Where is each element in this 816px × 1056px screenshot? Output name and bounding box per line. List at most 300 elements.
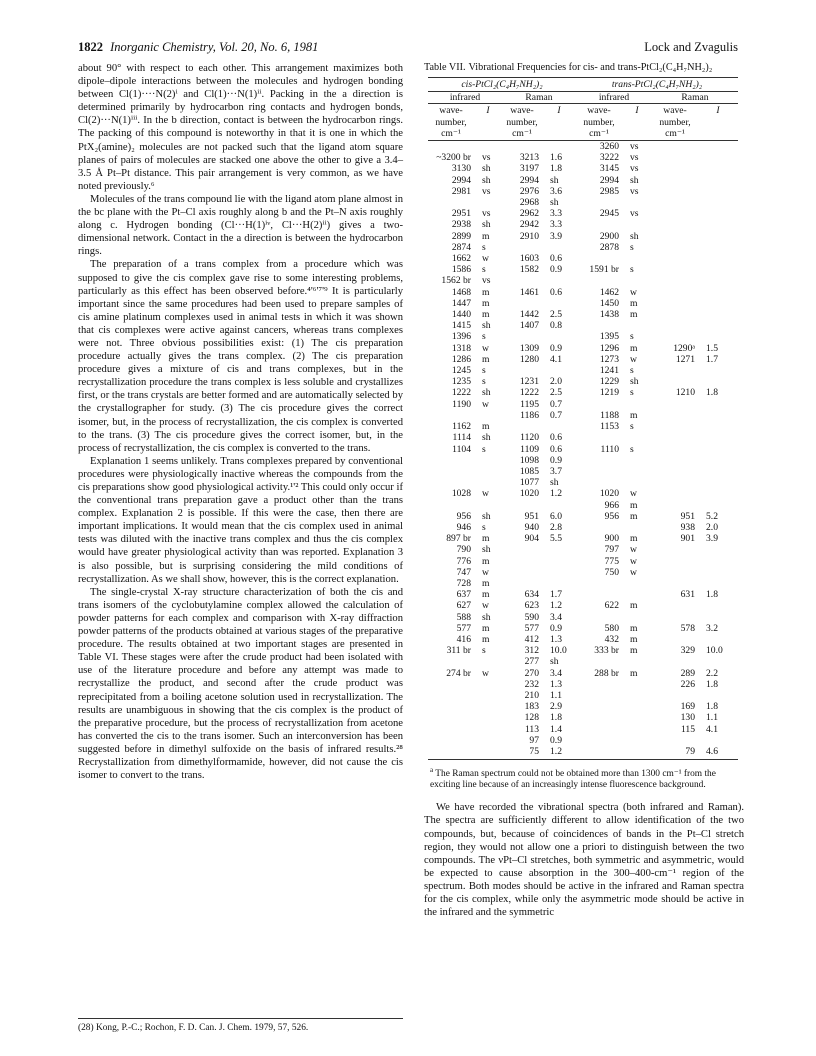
wavenumber-cell <box>652 197 698 208</box>
wavenumber-cell: 1586 <box>451 264 471 276</box>
intensity-cell <box>474 701 502 712</box>
wavenumber-cell: 97 <box>529 734 539 746</box>
table-row <box>428 477 738 488</box>
intensity-cell <box>698 219 738 230</box>
wavenumber-cell: 1190 <box>452 398 471 410</box>
right-column <box>424 62 744 919</box>
wavenumber-cell: 900 <box>604 533 619 545</box>
intensity-cell <box>622 679 652 690</box>
intensity-cell <box>622 735 652 746</box>
table-row <box>428 556 738 567</box>
intensity-cell <box>698 500 738 511</box>
wavenumber-cell <box>652 141 698 153</box>
wavenumber-cell <box>576 466 622 477</box>
wavenumber-cell: 2878 <box>599 241 619 253</box>
wavenumber-cell: 1186 <box>520 409 539 421</box>
wavenumber-cell <box>652 320 698 331</box>
paragraph: Explanation 1 seems unlikely. Trans complexes prepared by conventional procedures were physiologically inactive whereas the compounds from the cis preparations show good physiological activity.¹'² This could only occur if the conventional trans preparation gave a product other than the trans complex. Explanation 2 is possible. If this were the case, then there are important implications. It would mean that the cis complex used in animal tests was diluted with the inactive trans complex and thus the cis complex would have greater physiological activity than was reported. Explanation 3 is also possible, but is surprising considering the mild conditions of recrystallization. As we shall show, however, this is the correct explanation. <box>78 455 403 585</box>
intensity-cell: s <box>630 421 634 433</box>
wavenumber-cell: 416 <box>456 633 471 645</box>
wavenumber-cell: 3222 <box>599 152 619 164</box>
intensity-cell: m <box>482 286 490 298</box>
intensity-cell: 1.8 <box>706 387 718 399</box>
wavenumber-cell <box>502 365 542 376</box>
intensity-cell: w <box>630 566 637 578</box>
intensity-cell: 1.8 <box>706 701 718 713</box>
wavenumber-cell <box>576 746 622 760</box>
intensity-cell <box>698 399 738 410</box>
intensity-cell: s <box>630 241 634 253</box>
wavenumber-cell <box>428 197 474 208</box>
intensity-cell: sh <box>550 174 559 186</box>
wavenumber-cell <box>652 275 698 286</box>
intensity-cell: vs <box>630 185 639 197</box>
table-row <box>428 589 738 600</box>
table-row <box>428 320 738 331</box>
wavenumber-cell: 1415 <box>451 320 471 332</box>
intensity-cell: 0.9 <box>550 264 562 276</box>
intensity-cell: 4.6 <box>698 746 738 760</box>
wavenumber-cell <box>576 432 622 443</box>
wavenumber-cell: 2994 <box>451 174 471 186</box>
wavenumber-cell: 1241 <box>599 365 619 377</box>
intensity-cell: sh <box>482 544 491 556</box>
wavenumber-cell: 2910 <box>519 230 539 242</box>
wavenumber-cell <box>652 365 698 376</box>
table-footnote <box>430 765 740 791</box>
intensity-cell: w <box>482 488 489 500</box>
intensity-cell: w <box>630 286 637 298</box>
table-row <box>428 376 738 387</box>
intensity-cell <box>474 724 502 735</box>
wavenumber-cell: 790 <box>456 544 471 556</box>
intensity-cell: w <box>482 667 489 679</box>
wavenumber-cell: 750 <box>604 566 619 578</box>
wavenumber-cell <box>652 287 698 298</box>
wavenumber-cell <box>502 500 542 511</box>
intensity-cell <box>542 567 576 578</box>
wavenumber-cell: 1591 br <box>589 264 619 276</box>
intensity-cell: m <box>630 533 638 545</box>
wavenumber-cell: 2994 <box>519 174 539 186</box>
intensity-cell: m <box>630 499 638 511</box>
intensity-cell: m <box>482 309 490 321</box>
intensity-header: I <box>622 104 652 141</box>
wavenumber-cell <box>428 656 474 667</box>
intensity-cell: 1.8 <box>550 163 562 175</box>
intensity-cell <box>698 275 738 286</box>
wavenumber-cell: 1231 <box>519 376 539 388</box>
wavenumber-cell: 577 <box>456 622 471 634</box>
mode-header: Raman <box>652 92 738 104</box>
wavenumber-cell: 1582 <box>519 264 539 276</box>
wavenumber-cell <box>652 690 698 701</box>
wavenumber-cell: 1603 <box>519 253 539 265</box>
wavenumber-cell <box>428 455 474 466</box>
intensity-cell <box>698 410 738 421</box>
intensity-header: I <box>474 104 502 141</box>
table-row <box>428 544 738 555</box>
intensity-cell: m <box>482 533 490 545</box>
wavenumber-cell: 115 <box>680 723 695 735</box>
wavenumber-cell <box>652 376 698 387</box>
intensity-cell <box>622 522 652 533</box>
intensity-cell: 0.6 <box>550 443 562 455</box>
intensity-cell: 1.4 <box>550 723 562 735</box>
intensity-cell <box>474 679 502 690</box>
wavenumber-cell <box>652 544 698 555</box>
table-row <box>428 444 738 455</box>
table-row <box>428 746 738 760</box>
intensity-cell <box>474 735 502 746</box>
wavenumber-cell: 897 br <box>446 533 471 545</box>
table-row <box>428 309 738 320</box>
table-row <box>428 690 738 701</box>
intensity-cell <box>698 612 738 623</box>
table-row <box>428 175 738 186</box>
table-row <box>428 343 738 354</box>
right-body-text <box>424 801 744 919</box>
mode-header: infrared <box>428 92 502 104</box>
intensity-cell: 0.6 <box>550 286 562 298</box>
table-row <box>428 298 738 309</box>
intensity-cell <box>698 735 738 746</box>
wavenumber-cell: 1438 <box>599 309 619 321</box>
wavenumber-cell: 1468 <box>451 286 471 298</box>
wavenumber-cell: 1396 <box>451 331 471 343</box>
wavenumber-cell: 1114 <box>452 432 471 444</box>
wavenumber-cell <box>502 544 542 555</box>
intensity-cell: s <box>630 331 634 343</box>
wavenumber-cell <box>576 522 622 533</box>
intensity-cell: 2.8 <box>550 521 562 533</box>
table-row <box>428 679 738 690</box>
wavenumber-cell <box>576 679 622 690</box>
wavenumber-cell <box>502 331 542 342</box>
table-row <box>428 567 738 578</box>
wavenumber-cell: 2942 <box>519 219 539 231</box>
intensity-cell: 3.9 <box>550 230 562 242</box>
intensity-cell <box>698 488 738 499</box>
wavenumber-cell <box>652 309 698 320</box>
intensity-cell: 1.2 <box>542 746 576 760</box>
wavenumber-cell: 1245 <box>451 365 471 377</box>
intensity-cell: m <box>630 409 638 421</box>
intensity-cell: w <box>482 566 489 578</box>
intensity-cell <box>542 578 576 589</box>
wavenumber-cell <box>576 712 622 723</box>
wavenumber-cell: 311 br <box>446 645 471 657</box>
table-row <box>428 208 738 219</box>
wavenumber-cell <box>652 298 698 309</box>
intensity-cell: m <box>630 297 638 309</box>
intensity-cell: 0.9 <box>550 454 562 466</box>
intensity-cell: 1.2 <box>550 600 562 612</box>
intensity-header: I <box>542 104 576 141</box>
intensity-cell <box>698 556 738 567</box>
table-row <box>428 612 738 623</box>
table-row <box>428 634 738 645</box>
wavenumber-cell: 2994 <box>599 174 619 186</box>
intensity-cell <box>698 309 738 320</box>
table-row <box>428 511 738 522</box>
wavenumber-cell <box>576 455 622 466</box>
intensity-cell <box>474 141 502 153</box>
wavenumber-cell <box>502 567 542 578</box>
footnote-marker: a <box>430 766 434 775</box>
intensity-cell <box>542 544 576 555</box>
paragraph: about 90° with respect to each other. This arrangement maximizes both dipole–dipole interactions between the molecules and hydrogen bonding between Cl(1)····N(2)ⁱ and Cl(1)···N(1)ⁱⁱ. Packing in the a direction is determined primarily by hydrocarbon ring contacts and hydrogen bonds, Cl(2)···N(1)ⁱⁱⁱ. In the b direction, contact is between the hydrocarbon rings. The packing of this compound is noteworthy in that it is one in which the PtX₂(amine)₂ molecules are not packed such that the ligand atom square planes of pairs of molecules are stacked one above the other to give a 3.4–3.5 Å Pt–Pt distance. This pair arrangement is very common, as we have noted previously.⁶ <box>78 63 403 192</box>
table-row <box>428 656 738 667</box>
wavenumber-cell: 901 <box>680 533 695 545</box>
intensity-cell <box>698 365 738 376</box>
intensity-cell: 4.1 <box>550 353 562 365</box>
wavenumber-cell: 3145 <box>599 163 619 175</box>
wavenumber-cell <box>428 746 474 760</box>
intensity-cell <box>622 253 652 264</box>
table-row <box>428 712 738 723</box>
wavenumber-cell: 226 <box>680 678 695 690</box>
intensity-cell <box>622 712 652 723</box>
intensity-cell: 1.1 <box>706 712 718 724</box>
table-row <box>428 600 738 611</box>
intensity-cell: m <box>630 667 638 679</box>
wavenumber-cell: 1020 <box>519 488 539 500</box>
intensity-cell <box>698 231 738 242</box>
intensity-cell: vs <box>482 208 491 220</box>
wavenumber-cell: 1280 <box>519 353 539 365</box>
wavenumber-cell <box>428 500 474 511</box>
intensity-cell: 5.5 <box>550 533 562 545</box>
wavenumber-cell <box>428 477 474 488</box>
intensity-header: I <box>698 104 738 141</box>
intensity-cell: m <box>482 421 490 433</box>
intensity-cell: 3.3 <box>550 219 562 231</box>
intensity-cell: vs <box>630 208 639 220</box>
wavenumber-cell: 232 <box>524 678 539 690</box>
intensity-cell <box>698 208 738 219</box>
intensity-cell: 2.0 <box>550 376 562 388</box>
intensity-cell: 1.6 <box>550 152 562 164</box>
table-row <box>428 152 738 163</box>
table-caption <box>424 62 744 74</box>
intensity-cell: 6.0 <box>550 510 562 522</box>
table-row <box>428 701 738 712</box>
intensity-cell: 10.0 <box>706 645 723 657</box>
wavenumber-cell <box>576 275 622 286</box>
intensity-cell: 0.6 <box>550 253 562 265</box>
wavenumber-cell <box>652 219 698 230</box>
wavenumber-cell: 1219 <box>599 387 619 399</box>
wavenumber-cell: 634 <box>524 589 539 601</box>
wavenumber-cell: 951 <box>680 510 695 522</box>
intensity-cell <box>698 141 738 153</box>
wavenumber-cell <box>502 421 542 432</box>
table-row <box>428 365 738 376</box>
wavenumber-cell: 946 <box>456 521 471 533</box>
table-footnote-text: The Raman spectrum could not be obtained more than 1300 cm⁻¹ from the exciting line because of an increasingly intense fluorescence background. <box>430 769 716 791</box>
wavenumber-cell <box>576 701 622 712</box>
wavenumber-cell: 1447 <box>451 297 471 309</box>
intensity-cell: 1.7 <box>706 353 718 365</box>
wavenumber-cell <box>652 466 698 477</box>
wavenumber-cell <box>652 735 698 746</box>
intensity-cell <box>698 600 738 611</box>
intensity-cell: vs <box>482 275 491 287</box>
journal-citation: Inorganic Chemistry, Vol. 20, No. 6, 1981 <box>110 40 319 54</box>
intensity-cell: 2.5 <box>550 309 562 321</box>
intensity-cell: vs <box>482 152 491 164</box>
intensity-cell: 3.4 <box>550 611 562 623</box>
wavenumber-cell <box>652 656 698 667</box>
left-column <box>78 62 403 782</box>
wavenumber-cell <box>652 208 698 219</box>
wavenumber-cell: 277 <box>524 656 539 668</box>
intensity-cell <box>622 432 652 443</box>
intensity-cell: sh <box>482 611 491 623</box>
intensity-cell <box>622 466 652 477</box>
paragraph: The preparation of a trans complex from a procedure which was supposed to give the cis complex gave rise to some interesting problems, particularly as this effect has been observed before.⁴'⁶'⁷'⁹ It is particularly important since the same procedures had been used to prepare samples of cis amine platinum complexes used in animal tests in which it was shown that cis complexes were active against cancers, whereas trans complexes were not. Three obvious possibilities exist: (1) The cis preparation procedure actually gives the trans complex. (2) The cis preparation procedure gives a mixture of cis and trans complexes, but in the recrystallization procedure the trans complex is less soluble and crystallizes first, or the trans crystals are better formed and are automatically selected by the crystallographer for study. (3) The cis procedure gives the correct isomer, but, in the process of recrystallization, the cis complex is converted to the trans. (3) The cis procedure gives the correct isomer, but, in the process of recrystallization, the cis complex is converted to the trans. <box>78 259 403 454</box>
intensity-cell <box>542 365 576 376</box>
intensity-cell <box>622 746 652 760</box>
footnote-divider <box>78 1018 403 1019</box>
wavenumber-cell <box>576 219 622 230</box>
intensity-cell: 2.2 <box>706 667 718 679</box>
table-row <box>428 186 738 197</box>
intensity-cell <box>622 455 652 466</box>
wavenumber-cell <box>652 567 698 578</box>
wavenumber-cell <box>428 724 474 735</box>
wavenumber-cell: 940 <box>524 521 539 533</box>
intensity-cell: 1.5 <box>706 342 718 354</box>
wavenumber-cell: 329 <box>680 645 695 657</box>
wavenumber-cell: 956 <box>604 510 619 522</box>
table-row <box>428 432 738 443</box>
wavenumber-cell: 128 <box>524 712 539 724</box>
wavenumber-cell: 2962 <box>519 208 539 220</box>
paragraph: We have recorded the vibrational spectra (both infrared and Raman). The spectra are sufficiently different to allow identification of the two compounds, but, because of coincidences of bands in the Pt–Cl stretch region, they would not allow one a priori to distinguish between the two compounds. The νPt–Cl stretches, both symmetric and asymmetric, would be expected to cause absorption in the 300–400-cm⁻¹ region of the spectrum. Both modes should be active in the infrared and Raman spectra for the cis complex, while only the asymmetric mode should be active in the infrared and the symmetric <box>424 802 744 919</box>
wavenumber-cell: 1286 <box>451 353 471 365</box>
wavenumber-cell <box>652 253 698 264</box>
intensity-cell: 10.0 <box>550 645 567 657</box>
wavenumber-cell: 1562 br <box>441 275 471 287</box>
wavenumber-cell: 1195 <box>520 398 539 410</box>
wavenumber-cell: ~3200 br <box>436 152 471 164</box>
intensity-cell: 1.7 <box>550 589 562 601</box>
table-row <box>428 623 738 634</box>
wavenumber-cell: 1229 <box>599 376 619 388</box>
intensity-cell <box>698 163 738 174</box>
intensity-cell <box>698 567 738 578</box>
intensity-cell <box>622 275 652 286</box>
wavenumber-cell: 169 <box>680 701 695 713</box>
intensity-cell: vs <box>630 152 639 164</box>
wavenumber-cell <box>652 432 698 443</box>
table-row <box>428 533 738 544</box>
wavenumber-cell: 2938 <box>451 219 471 231</box>
wavenumber-cell: 270 <box>524 667 539 679</box>
wavenumber-cell: 2981 <box>451 185 471 197</box>
intensity-cell: m <box>630 645 638 657</box>
intensity-cell <box>474 410 502 421</box>
intensity-cell <box>542 331 576 342</box>
intensity-cell: 1.8 <box>706 678 718 690</box>
intensity-cell <box>698 264 738 275</box>
table-row <box>428 287 738 298</box>
wavenumber-cell <box>576 477 622 488</box>
intensity-cell: m <box>482 589 490 601</box>
intensity-cell <box>698 544 738 555</box>
intensity-cell: m <box>482 633 490 645</box>
wavenumber-cell <box>652 186 698 197</box>
intensity-cell: sh <box>482 219 491 231</box>
intensity-cell: vs <box>482 185 491 197</box>
wavenumber-cell: 623 <box>524 600 539 612</box>
wavenumber-cell: 1020 <box>599 488 619 500</box>
intensity-cell: w <box>630 353 637 365</box>
table-row <box>428 387 738 398</box>
intensity-cell: s <box>482 264 486 276</box>
wavenumber-cell: 3197 <box>519 163 539 175</box>
wavenumber-cell: 3260 <box>599 141 619 153</box>
intensity-cell: 1.2 <box>550 488 562 500</box>
wavenumber-cell: 938 <box>680 521 695 533</box>
wavenumber-cell: 1395 <box>599 331 619 343</box>
wavenumber-cell: 2945 <box>599 208 619 220</box>
intensity-cell <box>622 589 652 600</box>
intensity-cell <box>542 275 576 286</box>
intensity-cell: 2.9 <box>550 701 562 713</box>
wavenumber-cell <box>652 242 698 253</box>
wavenumber-header: wave-number, cm⁻¹ <box>502 104 542 141</box>
wavenumber-cell: 2951 <box>451 208 471 220</box>
intensity-cell: 0.9 <box>550 622 562 634</box>
wavenumber-cell: 1222 <box>451 387 471 399</box>
wavenumber-cell: 776 <box>456 555 471 567</box>
intensity-cell <box>474 746 502 760</box>
wavenumber-cell: 2976 <box>519 185 539 197</box>
intensity-cell: sh <box>482 387 491 399</box>
wavenumber-cell: 312 <box>524 645 539 657</box>
intensity-cell: sh <box>630 230 639 242</box>
intensity-cell <box>542 421 576 432</box>
wavenumber-cell: 728 <box>456 577 471 589</box>
intensity-cell <box>698 186 738 197</box>
intensity-cell: s <box>630 264 634 276</box>
intensity-cell <box>698 197 738 208</box>
wavenumber-cell: 1109 <box>520 443 539 455</box>
intensity-cell: 3.2 <box>706 622 718 634</box>
table-row <box>428 231 738 242</box>
wavenumber-cell: 210 <box>524 689 539 701</box>
intensity-cell: vs <box>630 141 639 153</box>
running-header <box>78 40 738 56</box>
wavenumber-cell <box>502 275 542 286</box>
wavenumber-cell: 79 <box>652 746 698 760</box>
intensity-cell: 1.3 <box>550 633 562 645</box>
intensity-cell <box>474 712 502 723</box>
wavenumber-cell <box>576 690 622 701</box>
wavenumber-cell: 1290ᵃ <box>673 342 695 354</box>
wavenumber-cell <box>652 264 698 275</box>
intensity-cell <box>622 724 652 735</box>
wavenumber-cell: 1271 <box>675 353 695 365</box>
wavenumber-cell <box>652 163 698 174</box>
wavenumber-cell: 1318 <box>451 342 471 354</box>
wavenumber-cell: 588 <box>456 611 471 623</box>
wavenumber-cell <box>652 488 698 499</box>
intensity-cell: sh <box>630 174 639 186</box>
